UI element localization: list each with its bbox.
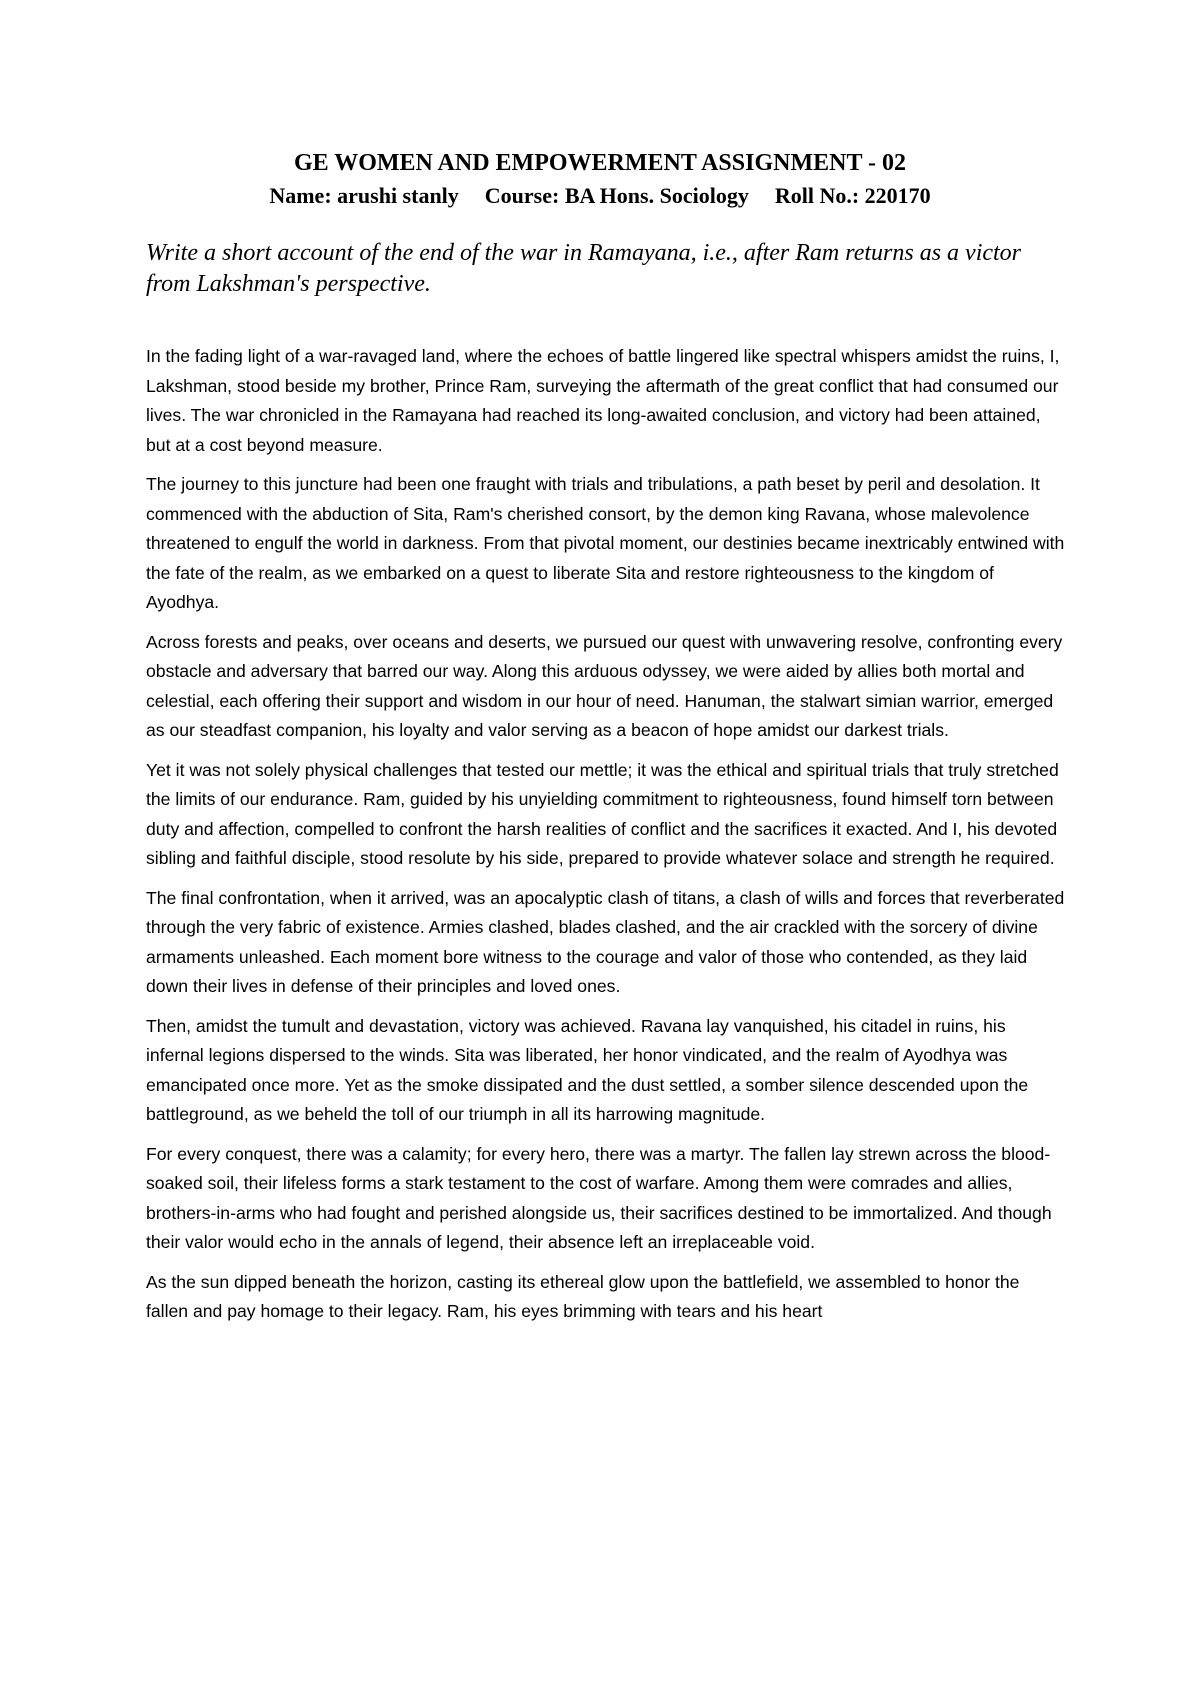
essay-paragraph: For every conquest, there was a calamity; for every hero, there was a martyr. The fallen lay strewn across the blood-soaked soil, their lifeless forms a stark testament to the cost of warfare. Among them were comrades and allies, brothers-in-arms who had fought and perished alongside us, their sacrifices destined to be immortalized. And though their valor would echo in the annals of legend, their absence left an irreplaceable void.: [146, 1143, 1052, 1252]
essay-paragraph: The journey to this juncture had been one fraught with trials and tribulations, a path beset by peril and desolation. It commenced with the abduction of Sita, Ram's cherished consort, by the demon king Ravana, whose malevolence threatened to engulf the world in darkness. From that pivotal moment, our destinies became inextricably entwined with the fate of the realm, as we embarked on a quest to liberate Sita and restore righteousness to the kingdom of Ayodhya.: [146, 474, 1065, 612]
document-title: GE WOMEN AND EMPOWERMENT ASSIGNMENT - 02: [293, 150, 907, 176]
essay-body: [146, 342, 1066, 1337]
student-roll-number: Roll No.: 220170: [774, 183, 931, 208]
assignment-prompt: Write a short account of the end of the war in Ramayana, i.e., after Ram returns as a victor from Lakshman's perspective.: [146, 240, 1022, 297]
essay-paragraph: Then, amidst the tumult and devastation, victory was achieved. Ravana lay vanquished, his citadel in ruins, his infernal legions dispersed to the winds. Sita was liberated, her honor vindicated, and the realm of Ayodhya was emancipated once more. Yet as the smoke dissipated and the dust settled, a somber silence descended upon the battleground, as we beheld the toll of our triumph in all its harrowing magnitude.: [146, 1015, 1029, 1124]
essay-paragraph: The final confrontation, when it arrived, was an apocalyptic clash of titans, a clash of wills and forces that reverberated through the very fabric of existence. Armies clashed, blades clashed, and the air crackled with the sorcery of divine armaments unleashed. Each moment bore witness to the courage and valor of those who contended, as they laid down their lives in defense of their principles and loved ones.: [146, 887, 1065, 996]
student-details: [0, 182, 1200, 210]
essay-paragraph: As the sun dipped beneath the horizon, casting its ethereal glow upon the battlefield, we assembled to honor the fallen and pay homage to their legacy. Ram, his eyes brimming with tears and his heart: [146, 1271, 1020, 1321]
student-name: Name: arushi stanly: [269, 183, 459, 208]
student-course: Course: BA Hons. Sociology: [484, 183, 749, 208]
essay-paragraph: Yet it was not solely physical challenges that tested our mettle; it was the ethical and spiritual trials that truly stretched the limits of our endurance. Ram, guided by his unyielding commitment to righteousness, found himself torn between duty and affection, compelled to confront the harsh realities of conflict and the sacrifices it exacted. And I, his devoted sibling and faithful disciple, stood resolute by his side, prepared to provide whatever solace and strength he required.: [146, 759, 1059, 868]
essay-paragraph: Across forests and peaks, over oceans and deserts, we pursued our quest with unwavering resolve, confronting every obstacle and adversary that barred our way. Along this arduous odyssey, we were aided by allies both mortal and celestial, each offering their support and wisdom in our hour of need. Hanuman, the stalwart simian warrior, emerged as our steadfast companion, his loyalty and valor serving as a beacon of hope amidst our darkest trials.: [146, 631, 1063, 740]
essay-paragraph: In the fading light of a war-ravaged land, where the echoes of battle lingered like spectral whispers amidst the ruins, I, Lakshman, stood beside my brother, Prince Ram, surveying the aftermath of the great conflict that had consumed our lives. The war chronicled in the Ramayana had reached its long-awaited conclusion, and victory had been attained, but at a cost beyond measure.: [146, 346, 1060, 455]
